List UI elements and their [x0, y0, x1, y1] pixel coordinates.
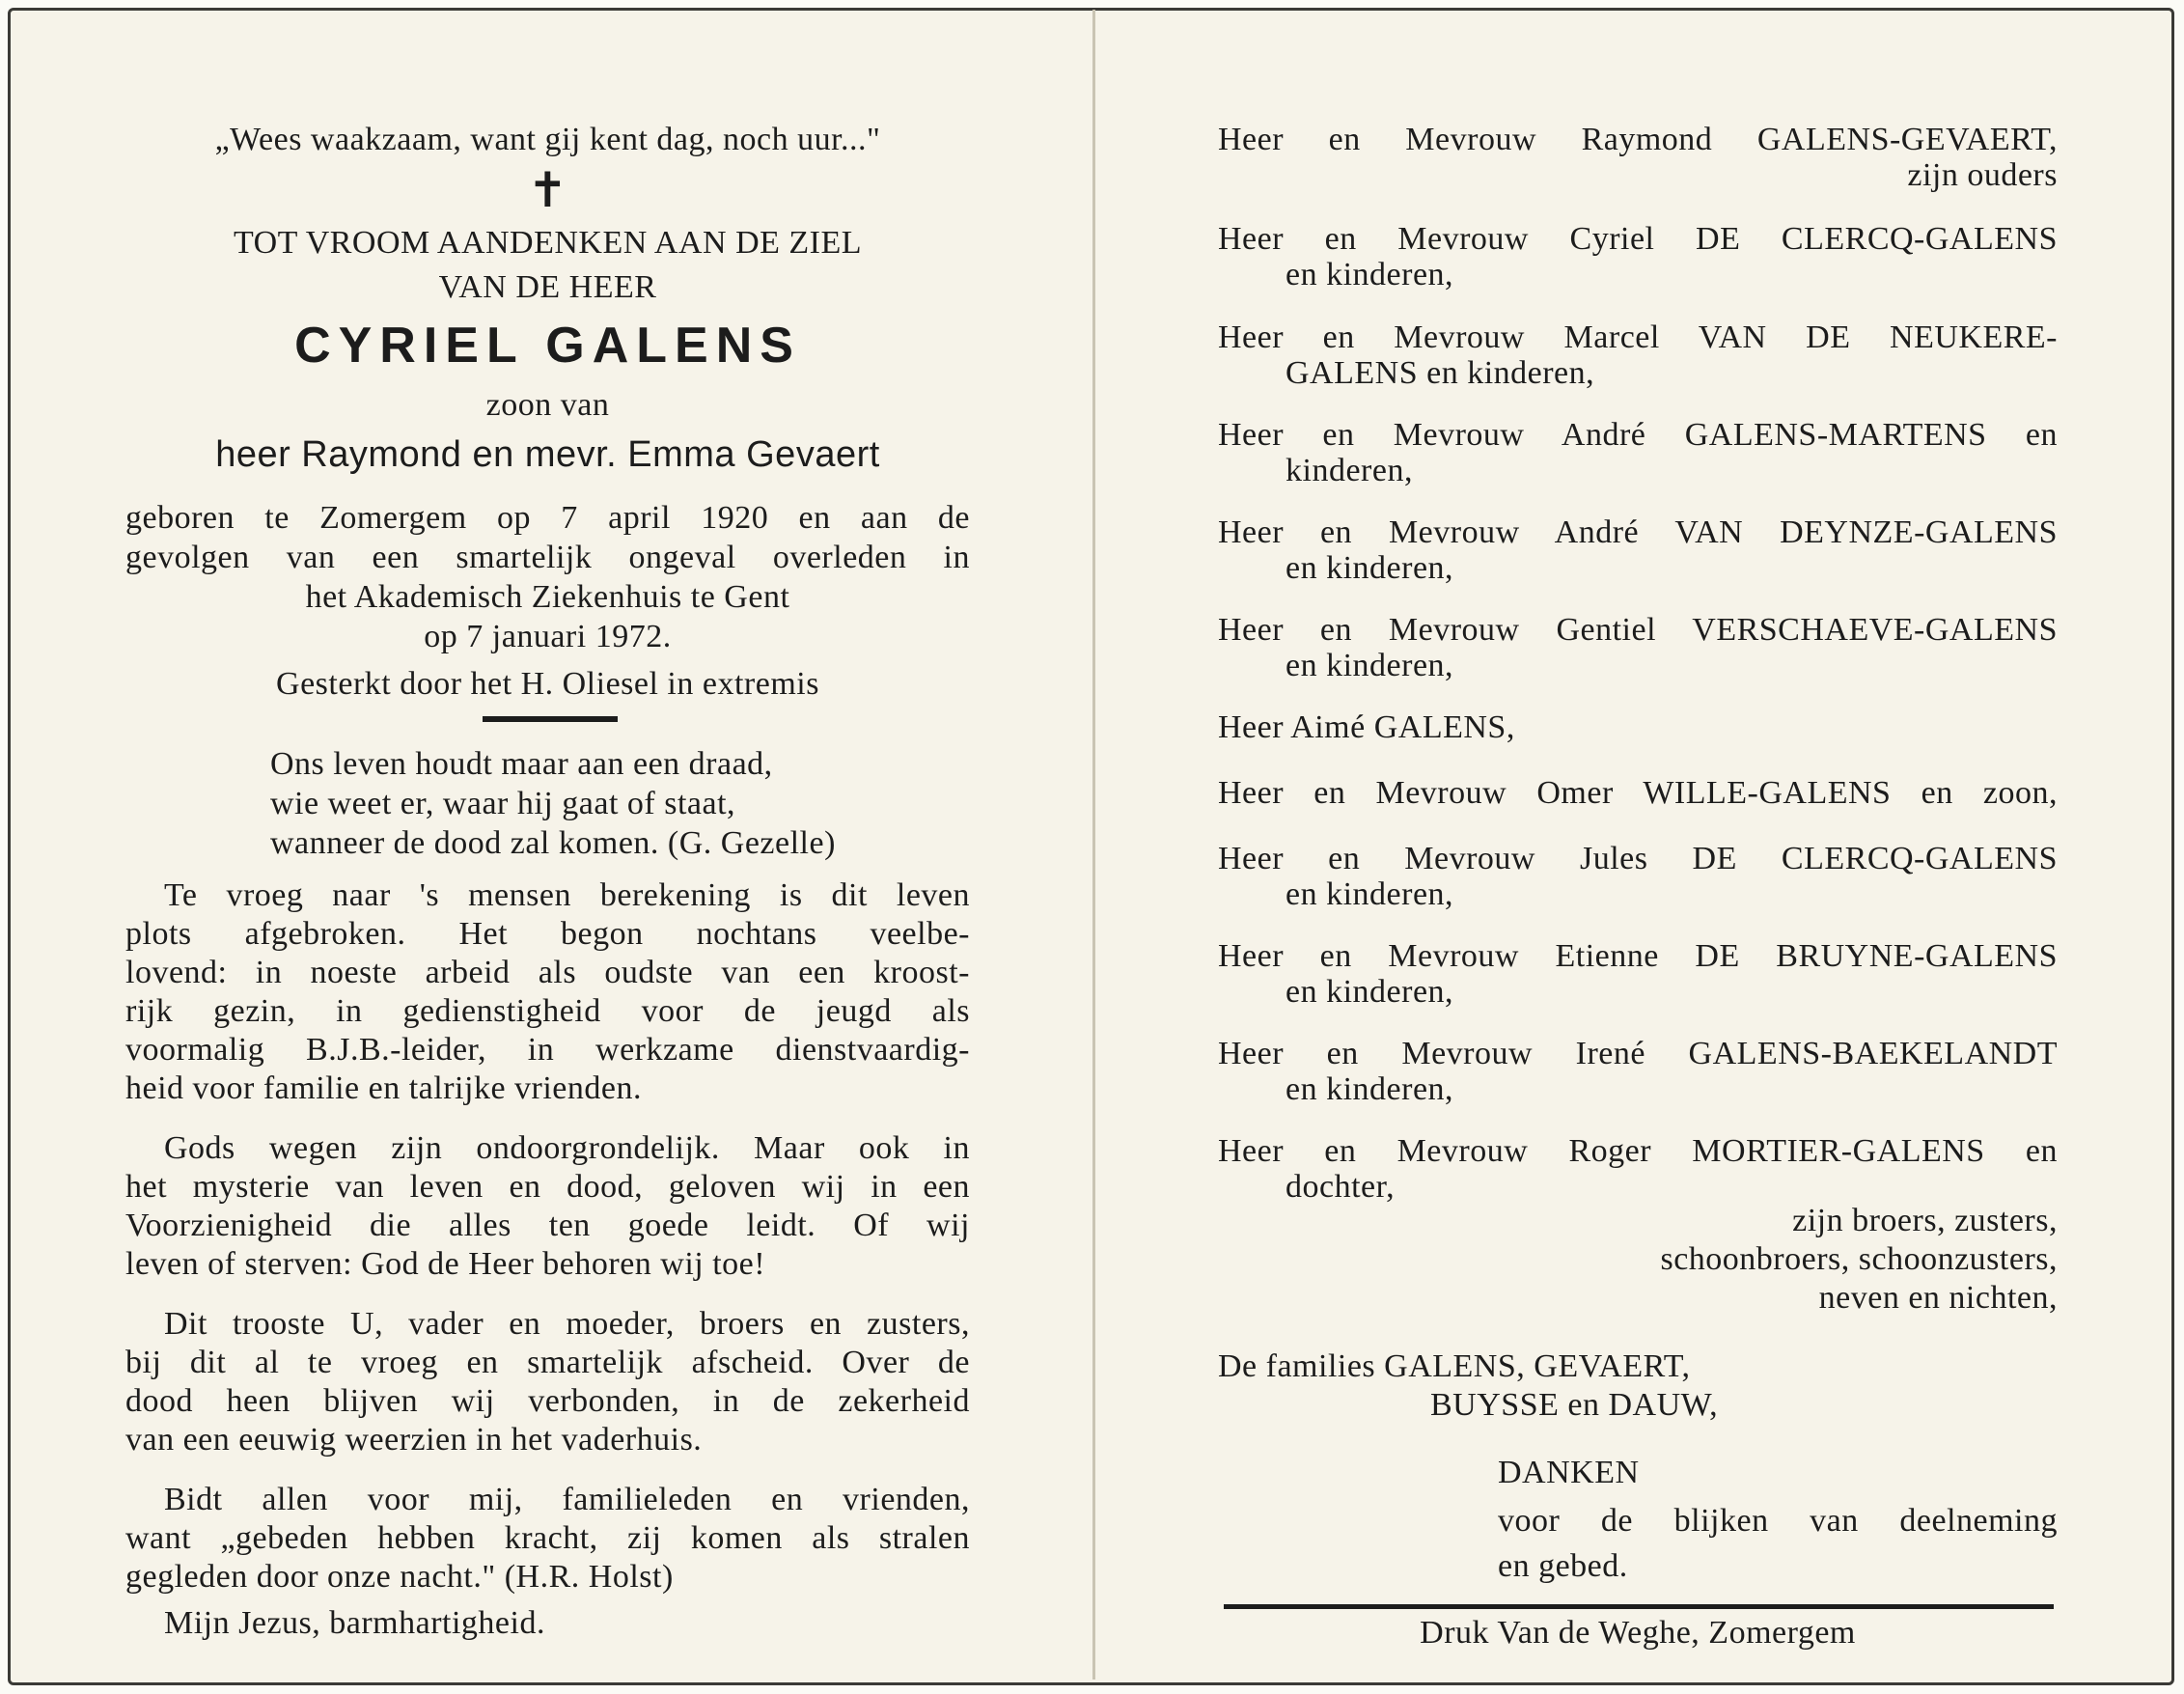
paragraph-line: bij dit al te vroeg en smartelijk afscheid. Over de — [125, 1345, 970, 1380]
family-line: kinderen, — [1286, 453, 1413, 488]
poem-line: wie weet er, waar hij gaat of staat, — [270, 786, 736, 821]
bio-line: geboren te Zomergem op 7 april 1920 en aan de — [125, 500, 970, 536]
paragraph-line: leven of sterven: God de Heer behoren wij toe! — [125, 1246, 766, 1282]
thanks-line-1: voor de blijken van deelneming — [1498, 1503, 2058, 1539]
family-line: en kinderen, — [1286, 876, 1454, 912]
families-line-1: De families GALENS, GEVAERT, — [1218, 1348, 1691, 1384]
family-line: Heer en Mevrouw Cyriel DE CLERCQ-GALENS — [1218, 221, 2058, 257]
family-line: Heer en Mevrouw Marcel VAN DE NEUKERE- — [1218, 319, 2058, 355]
paragraph-line: van een eeuwig weerzien in het vaderhuis. — [125, 1422, 703, 1458]
deceased-name: CYRIEL GALENS — [294, 318, 801, 374]
family-line: GALENS en kinderen, — [1286, 355, 1595, 391]
parents-names: heer Raymond en mevr. Emma Gevaert — [215, 434, 880, 475]
paragraph-line: Bidt allen voor mij, familieleden en vrienden, — [164, 1482, 970, 1517]
heading-line-1: TOT VROOM AANDENKEN AAN DE ZIEL — [233, 225, 863, 261]
divider — [483, 716, 618, 722]
bio-line: Gesterkt door het H. Oliesel in extremis — [276, 666, 819, 702]
family-line: en kinderen, — [1286, 550, 1454, 586]
paragraph-line: Voorzienigheid die alles ten goede leidt. Of wij — [125, 1208, 970, 1243]
thanks-title: DANKEN — [1498, 1455, 1640, 1490]
family-line: Heer en Mevrouw André GALENS-MARTENS en — [1218, 417, 2058, 453]
relations-line: neven en nichten, — [1818, 1280, 2058, 1316]
closing-prayer: Mijn Jezus, barmhartigheid. — [164, 1605, 545, 1641]
family-line: en kinderen, — [1286, 257, 1454, 292]
family-line: Heer en Mevrouw Irené GALENS-BAEKELANDT — [1218, 1036, 2058, 1071]
family-line: en kinderen, — [1286, 1071, 1454, 1107]
paragraph-line: Gods wegen zijn ondoorgrondelijk. Maar ook in — [164, 1130, 970, 1166]
family-line: Heer en Mevrouw Omer WILLE-GALENS en zoon, — [1218, 775, 2058, 811]
paragraph-line: lovend: in noeste arbeid als oudste van een kroost- — [125, 955, 970, 990]
families-line-2: BUYSSE en DAUW, — [1430, 1387, 1719, 1423]
bio-line: op 7 januari 1972. — [424, 619, 672, 654]
paragraph-line: rijk gezin, in gedienstigheid voor de jeugd als — [125, 993, 970, 1029]
son-of: zoon van — [485, 387, 610, 423]
heading-line-2: VAN DE HEER — [438, 269, 657, 305]
opening-quote: „Wees waakzaam, want gij kent dag, noch uur..." — [214, 122, 881, 157]
paragraph-line: heid voor familie en talrijke vrienden. — [125, 1070, 642, 1106]
family-line: en kinderen, — [1286, 974, 1454, 1010]
paragraph-line: dood heen blijven wij verbonden, in de zekerheid — [125, 1383, 970, 1419]
paragraph-line: voormalig B.J.B.-leider, in werkzame dienstvaardig- — [125, 1032, 970, 1068]
family-line: dochter, — [1286, 1169, 1396, 1205]
cross-icon: ✝ — [527, 162, 568, 218]
bio-line: gevolgen van een smartelijk ongeval overleden in — [125, 540, 970, 575]
paragraph-line: plots afgebroken. Het begon nochtans veelbe- — [125, 916, 970, 952]
family-line: Heer Aimé GALENS, — [1218, 709, 1515, 745]
family-line: Heer en Mevrouw André VAN DEYNZE-GALENS — [1218, 514, 2058, 550]
bio-line: het Akademisch Ziekenhuis te Gent — [305, 579, 790, 615]
family-line: Heer en Mevrouw Raymond GALENS-GEVAERT, — [1218, 122, 2058, 157]
paragraph-line: gegleden door onze nacht." (H.R. Holst) — [125, 1559, 674, 1595]
footer-rule — [1224, 1604, 2054, 1609]
family-line: Heer en Mevrouw Gentiel VERSCHAEVE-GALENS — [1218, 612, 2058, 648]
family-line: en kinderen, — [1286, 648, 1454, 683]
family-line: zijn ouders — [1907, 157, 2058, 193]
family-line: Heer en Mevrouw Roger MORTIER-GALENS en — [1218, 1133, 2058, 1169]
printer-credit: Druk Van de Weghe, Zomergem — [1420, 1615, 1856, 1651]
card-fold — [1092, 10, 1095, 1680]
family-line: Heer en Mevrouw Jules DE CLERCQ-GALENS — [1218, 841, 2058, 876]
relations-line: zijn broers, zusters, — [1792, 1203, 2058, 1238]
family-line: Heer en Mevrouw Etienne DE BRUYNE-GALENS — [1218, 938, 2058, 974]
thanks-line-2: en gebed. — [1498, 1548, 1628, 1584]
poem-line: wanneer de dood zal komen. (G. Gezelle) — [270, 825, 836, 861]
paragraph-line: Dit trooste U, vader en moeder, broers en zusters, — [164, 1306, 970, 1342]
paragraph-line: want „gebeden hebben kracht, zij komen als stralen — [125, 1520, 970, 1556]
paragraph-line: Te vroeg naar 's mensen berekening is dit leven — [164, 877, 970, 913]
relations-line: schoonbroers, schoonzusters, — [1660, 1241, 2058, 1277]
paragraph-line: het mysterie van leven en dood, geloven wij in een — [125, 1169, 970, 1205]
poem-line: Ons leven houdt maar aan een draad, — [270, 746, 773, 782]
